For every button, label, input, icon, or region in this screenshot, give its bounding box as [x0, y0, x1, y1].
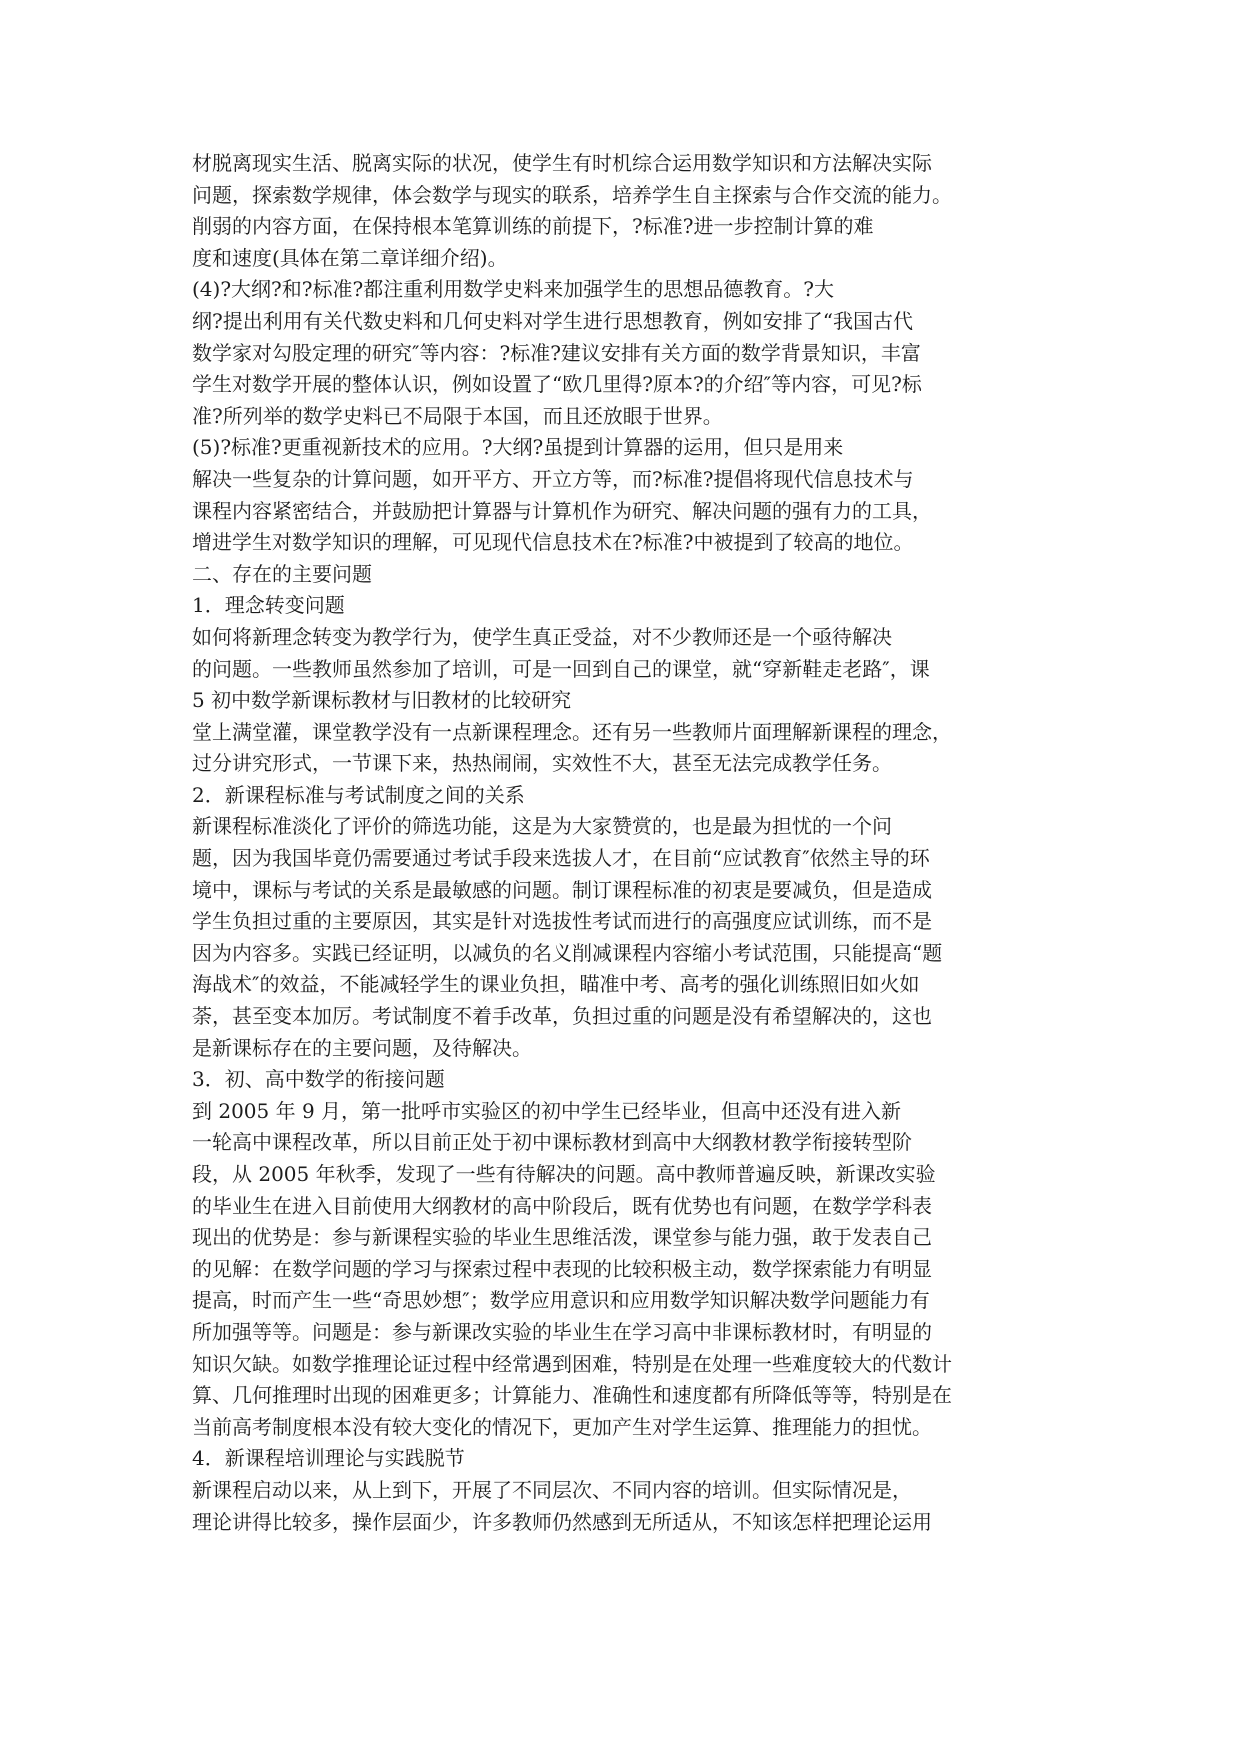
subsection-heading: 2．新课程标准与考试制度之间的关系 [192, 782, 525, 807]
subsection-heading: 4．新课程培训理论与实践脱节 [192, 1446, 465, 1471]
text-line: 度和速度(具体在第二章详细介绍)。 [192, 245, 508, 270]
text-line: 过分讲究形式，一节课下来，热热闹闹，实效性不大，甚至无法完成教学任务。 [192, 751, 892, 776]
text-line: 因为内容多。实践已经证明，以减负的名义削减课程内容缩小考试范围，只能提高“题 [192, 940, 943, 965]
text-line: 是新课标存在的主要问题，及待解决。 [192, 1035, 532, 1060]
text-line: 材脱离现实生活、脱离实际的状况，使学生有时机综合运用数学知识和方法解决实际 [192, 151, 932, 175]
text-line: 新课程启动以来，从上到下，开展了不同层次、不同内容的培训。但实际情况是， [192, 1477, 912, 1502]
subsection-heading: 1．理念转变问题 [192, 593, 345, 618]
text-line: 的见解：在数学问题的学习与探索过程中表现的比较积极主动，数学探索能力有明显 [192, 1256, 932, 1281]
text-line: 纲?提出利用有关代数史料和几何史料对学生进行思想教育，例如安排了“我国古代 [192, 308, 913, 333]
text-line: 荼，甚至变本加厉。考试制度不着手改革，负担过重的问题是没有希望解决的，这也 [192, 1004, 932, 1029]
text-line: 的毕业生在进入目前使用大纲教材的高中阶段后，既有优势也有问题，在数学学科表 [192, 1193, 932, 1218]
text-line: 理论讲得比较多，操作层面少，许多教师仍然感到无所适从，不知该怎样把理论运用 [192, 1509, 932, 1534]
text-line: 如何将新理念转变为教学行为，使学生真正受益，对不少教师还是一个亟待解决 [192, 624, 892, 649]
text-line: 提高，时而产生一些“奇思妙想″；数学应用意识和应用数学知识解决数学问题能力有 [192, 1288, 930, 1313]
text-line: 海战术″的效益，不能减轻学生的课业负担，瞄准中考、高考的强化训练照旧如火如 [192, 972, 920, 997]
text-line: 课程内容紧密结合，并鼓励把计算器与计算机作为研究、解决问题的强有力的工具， [192, 498, 932, 523]
text-line: 段，从 2005 年秋季，发现了一些有待解决的问题。高中教师普遍反映，新课改实验 [192, 1162, 936, 1186]
text-line: (4)?大纲?和?标准?都注重利用数学史料来加强学生的思想品德教育。?大 [192, 277, 834, 302]
text-line: 境中，课标与考试的关系是最敏感的问题。制订课程标准的初衷是要减负，但是造成 [192, 877, 932, 902]
text-line: 知识欠缺。如数学推理论证过程中经常遇到困难，特别是在处理一些难度较大的代数计 [192, 1351, 952, 1376]
text-line: 新课程标准淡化了评价的筛选功能，这是为大家赞赏的，也是最为担忧的一个问 [192, 814, 892, 839]
section-heading: 二、存在的主要问题 [192, 561, 372, 586]
text-line: 学生负担过重的主要原因，其实是针对选拔性考试而进行的高强度应试训练，而不是 [192, 909, 932, 934]
text-line: 到 2005 年 9 月，第一批呼市实验区的初中学生已经毕业，但高中还没有进入新 [192, 1098, 902, 1123]
text-line: 削弱的内容方面，在保持根本笔算训练的前提下，?标准?进一步控制计算的难 [192, 214, 874, 239]
text-line: 数学家对勾股定理的研究″等内容：?标准?建议安排有关方面的数学背景知识，丰富 [192, 340, 921, 365]
text-line: 解决一些复杂的计算问题，如开平方、开立方等，而?标准?提倡将现代信息技术与 [192, 466, 914, 491]
text-line: (5)?标准?更重视新技术的应用。?大纲?虽提到计算器的运用，但只是用来 [192, 435, 844, 460]
text-line: 的问题。一些教师虽然参加了培训，可是一回到自己的课堂，就“穿新鞋走老路″，课 [192, 656, 930, 681]
text-line: 堂上满堂灌，课堂教学没有一点新课程理念。还有另一些教师片面理解新课程的理念， [192, 719, 952, 744]
text-line: 问题，探索数学规律，体会数学与现实的联系，培养学生自主探索与合作交流的能力。 [192, 182, 952, 207]
text-line: 一轮高中课程改革，所以目前正处于初中课标教材到高中大纲教材教学衔接转型阶 [192, 1130, 912, 1155]
text-line: 算、几何推理时出现的困难更多；计算能力、准确性和速度都有所降低等等，特别是在 [192, 1383, 952, 1408]
text-line: 增进学生对数学知识的理解，可见现代信息技术在?标准?中被提到了较高的地位。 [192, 530, 914, 555]
text-line: 当前高考制度根本没有较大变化的情况下，更加产生对学生运算、推理能力的担忧。 [192, 1414, 932, 1439]
text-line: 现出的优势是：参与新课程实验的毕业生思维活泼，课堂参与能力强，敢于发表自己 [192, 1225, 932, 1250]
text-line: 题，因为我国毕竟仍需要通过考试手段来选拔人才，在目前“应试教育″依然主导的环 [192, 846, 930, 871]
running-header: 5 初中数学新课标教材与旧教材的比较研究 [192, 688, 572, 713]
text-line: 准?所列举的数学史料已不局限于本国，而且还放眼于世界。 [192, 403, 723, 428]
text-line: 所加强等等。问题是：参与新课改实验的毕业生在学习高中非课标教材时，有明显的 [192, 1319, 932, 1344]
text-line: 学生对数学开展的整体认识，例如设置了“欧几里得?原本?的介绍″等内容，可见?标 [192, 372, 922, 397]
subsection-heading: 3．初、高中数学的衔接问题 [192, 1067, 445, 1092]
document-body [192, 148, 1032, 1538]
